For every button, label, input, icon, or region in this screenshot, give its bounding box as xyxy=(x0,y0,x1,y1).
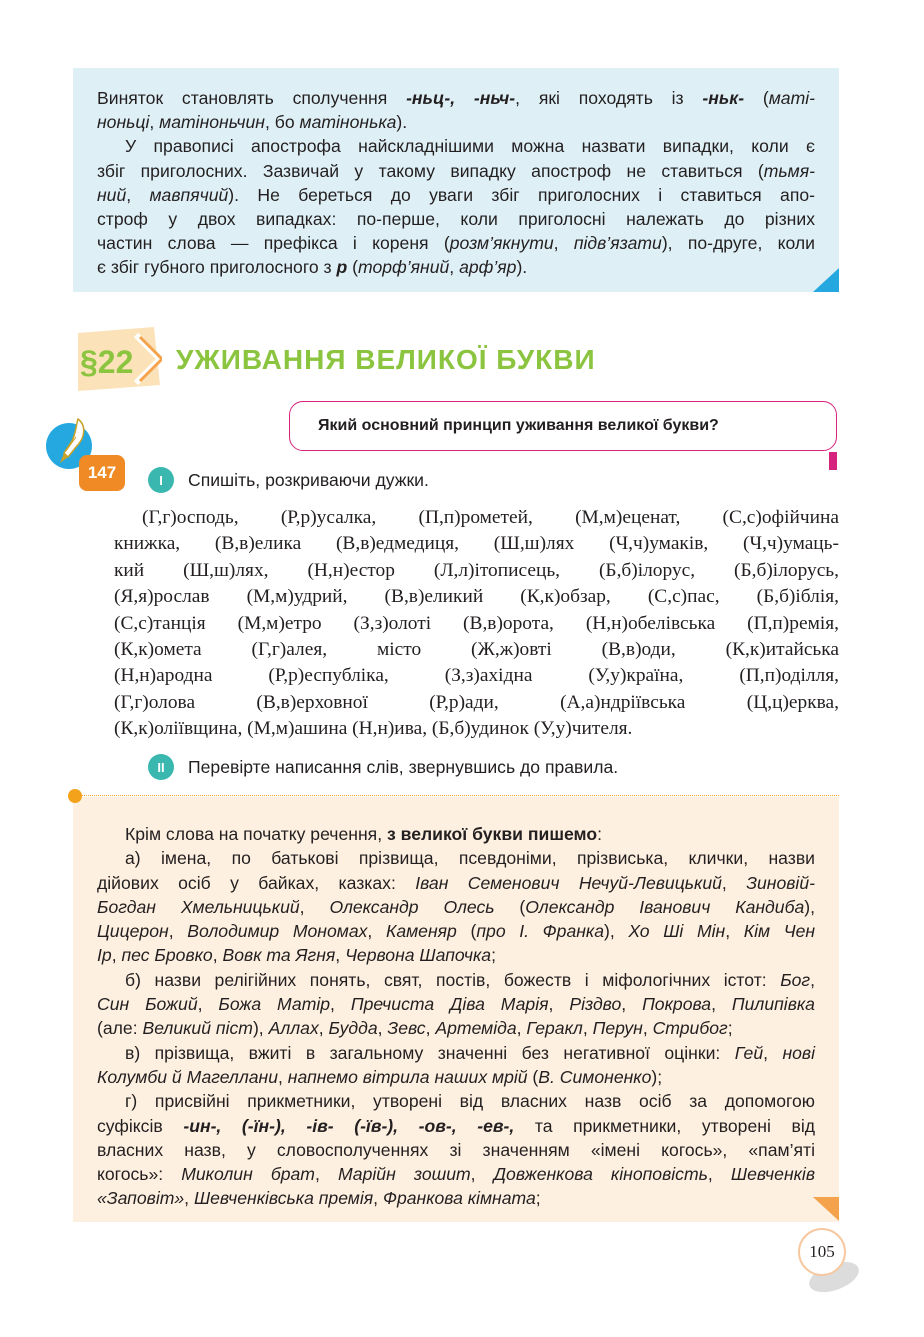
text-run: Зиновій- xyxy=(746,872,815,893)
text-run: , xyxy=(621,994,643,1015)
rule-line xyxy=(97,1016,815,1040)
text-run: Довженкова кіноповість xyxy=(493,1164,708,1185)
text-run: , xyxy=(149,112,160,133)
text-run: Червона Шапочка xyxy=(345,945,492,966)
text-run: , xyxy=(299,896,330,917)
text-run: г) присвійні прикметники, утворені від власних назв осіб за допомогою xyxy=(125,1091,815,1112)
page-number-badge xyxy=(790,1228,862,1304)
task-step-1 xyxy=(148,467,429,493)
text-run: Олександр Олесь xyxy=(329,896,495,917)
text-run: Цицерон xyxy=(97,921,169,942)
rule-line xyxy=(97,822,815,846)
text-run: , xyxy=(810,969,815,990)
text-run: Аллах xyxy=(268,1018,319,1039)
text-run: ). Не береться до уваги збіг приголосних і ставиться апо- xyxy=(228,184,816,205)
text-run: -ин-, (-їн-), -ів- (-їв-), -ов-, -ев-, xyxy=(183,1115,515,1136)
text-run: Стрибог xyxy=(652,1018,728,1039)
text-run: в) прізвища, вжиті в загальному значенні без негативної оцінки: xyxy=(125,1042,735,1063)
text-run: ( xyxy=(494,896,526,917)
text-run: дійових осіб у байках, казках: xyxy=(97,872,416,893)
rule-line xyxy=(97,1138,815,1162)
exercise-line: (Я,я)рослав (М,м)удрий, (В,в)еликий (К,к)обзар, (С,с)пас, (Б,б)іблія, xyxy=(114,586,839,608)
exercise-line: кий (Ш,ш)лях, (Н,н)естор (Л,л)ітописець, (Б,б)ілорус, (Б,б)ілорусь, xyxy=(114,559,839,581)
text-run: Вовк та Ягня xyxy=(222,945,336,966)
text-run: ), xyxy=(252,1018,269,1039)
exercise-text xyxy=(114,505,839,743)
rule-text xyxy=(97,822,815,1211)
note-line xyxy=(97,86,815,110)
text-run: а) імена, по батькові прізвища, псевдоніми, прізвиська, клички, назви xyxy=(125,848,815,869)
text-run: Володимир Мономах xyxy=(187,921,368,942)
text-run: ; xyxy=(727,1018,733,1039)
rule-line xyxy=(97,1162,815,1186)
text-run: Пречиста Діва Марія xyxy=(350,994,549,1015)
rule-line xyxy=(97,943,815,967)
text-run: ). xyxy=(396,112,408,133)
text-run: Колумби й Магеллани xyxy=(97,1066,279,1087)
note-line xyxy=(97,231,815,255)
rule-line xyxy=(97,992,815,1016)
text-run: ; xyxy=(491,945,496,966)
text-run: Хо Ші Мін xyxy=(628,921,726,942)
note-line xyxy=(97,110,815,134)
text-run: , xyxy=(721,872,747,893)
text-run: Артеміда xyxy=(435,1018,517,1039)
text-run: Пилипівка xyxy=(731,994,815,1015)
text-run: Виняток становлять сполучення xyxy=(97,88,407,108)
text-run: В. Симоненко xyxy=(538,1066,652,1087)
text-run: , бо xyxy=(264,112,300,133)
rule-line xyxy=(97,1065,815,1089)
text-run: Франкова кімната xyxy=(382,1188,536,1209)
note-corner-marker xyxy=(813,268,839,292)
text-run: напнемо вітрила наших мрій xyxy=(287,1066,528,1087)
text-run: «Заповіт» xyxy=(97,1188,185,1209)
text-run: ), по-друге, коли xyxy=(661,233,816,254)
text-run: , xyxy=(553,233,574,254)
rule-box-top-marker xyxy=(68,789,839,803)
text-run: когось»: xyxy=(97,1164,182,1185)
text-run: , xyxy=(212,945,223,966)
text-run: суфіксів xyxy=(97,1115,184,1136)
text-run: з великої букви пишемо xyxy=(386,824,598,844)
text-run: , xyxy=(318,1018,329,1039)
text-run: збіг приголосних. Зазвичай у такому випадку апостроф не ставиться ( xyxy=(97,160,764,181)
rule-line xyxy=(97,846,815,870)
text-run: , xyxy=(168,921,188,942)
text-run: Ір xyxy=(97,945,112,966)
text-run: , xyxy=(373,1188,383,1209)
text-run: Іван Семенович Нечуй-Левицький xyxy=(415,872,722,893)
page-number: 105 xyxy=(798,1228,846,1276)
rule-line xyxy=(97,1089,815,1113)
text-run: підв’язати xyxy=(573,233,662,254)
text-run: У правописі апострофа найскладнішими можна назвати випадки, коли є xyxy=(125,136,815,157)
step-1-marker: I xyxy=(148,467,174,493)
exercise-line: (Г,г)осподь, (Р,р)усалка, (П,п)рометей, (М,м)еценат, (С,с)офійчина xyxy=(142,507,839,528)
text-run: ноньці xyxy=(97,112,150,133)
text-run: Богдан Хмельницький xyxy=(97,896,300,917)
text-run: ний xyxy=(97,184,127,205)
step-2-marker: II xyxy=(148,754,174,780)
exercise-line: (К,к)оліївщина, (М,м)ашина (Н,н)ива, (Б,б)удинок (У,у)чителя. xyxy=(114,718,633,740)
rule-line xyxy=(97,919,815,943)
text-run: , xyxy=(470,1164,494,1185)
note-line xyxy=(97,159,815,183)
text-run: , xyxy=(548,994,570,1015)
exercise-line: (К,к)омета (Г,г)алея, місто (Ж,ж)овті (В,в)оди, (К,к)итайська xyxy=(114,639,839,661)
rule-corner-marker xyxy=(813,1197,839,1221)
key-question-box xyxy=(289,401,837,451)
note-box xyxy=(73,68,839,292)
exercise-line: (Н,н)ародна (Р,р)еспубліка, (З,з)ахідна (У,у)країна, (П,п)оділля, xyxy=(114,665,839,687)
step-1-text: Спишіть, розкриваючи дужки. xyxy=(188,469,429,490)
text-run: , xyxy=(111,945,122,966)
text-run: , xyxy=(725,921,744,942)
exercise-line: (С,с)танція (М,м)етро (З,з)олоті (В,в)орота, (Н,н)обелівська (П,п)ремія, xyxy=(114,612,839,634)
rule-line xyxy=(97,1114,815,1138)
text-run: про І. Франка xyxy=(476,921,605,942)
text-run: , xyxy=(278,1066,288,1087)
rule-line xyxy=(97,968,815,992)
text-run: тьмя- xyxy=(763,160,815,181)
text-run: є збіг губного приголосного з xyxy=(97,257,337,278)
text-run: , xyxy=(707,1164,731,1185)
text-run: , xyxy=(763,1042,783,1063)
rule-line xyxy=(97,895,815,919)
step-2-text: Перевірте написання слів, звернувшись до правила. xyxy=(188,756,619,777)
exercise-number: 147 xyxy=(79,455,125,491)
text-run: Покрова xyxy=(642,994,712,1015)
section-title: УЖИВАННЯ ВЕЛИКОЇ БУКВИ xyxy=(176,344,596,375)
text-run: ). xyxy=(516,257,528,278)
text-run: , xyxy=(330,994,351,1015)
question-corner-marker xyxy=(829,452,837,470)
text-run: , xyxy=(516,1018,527,1039)
text-run: ), xyxy=(804,896,815,917)
text-run: мавпячий xyxy=(149,184,229,205)
text-run: Миколин брат xyxy=(181,1164,315,1185)
note-line xyxy=(97,207,815,231)
text-run: Шевченків xyxy=(730,1164,816,1185)
text-run: , xyxy=(377,1018,388,1039)
text-run: р xyxy=(336,257,348,278)
text-run: , xyxy=(425,1018,436,1039)
rule-box xyxy=(73,797,839,1222)
text-run: торф’яний xyxy=(358,257,450,278)
text-run: Крім слова на початку речення, xyxy=(125,824,387,844)
text-run: розм’якнути xyxy=(449,233,554,254)
text-run: , xyxy=(335,945,346,966)
section-badge xyxy=(74,325,162,393)
rule-line xyxy=(97,1041,815,1065)
text-run: ( xyxy=(347,257,358,278)
text-run: ), xyxy=(604,921,629,942)
text-run: Син Божий xyxy=(97,994,198,1015)
text-run: , xyxy=(197,994,219,1015)
section-number: §22 xyxy=(80,344,134,380)
text-run: Геракл xyxy=(526,1018,583,1039)
text-run: Великий піст xyxy=(142,1018,253,1039)
text-run: пес Бровко xyxy=(121,945,213,966)
note-line xyxy=(97,134,815,158)
text-run: Перун xyxy=(592,1018,643,1039)
text-run: -ньк- xyxy=(702,88,745,108)
text-run: Бог xyxy=(780,969,811,990)
text-run: Марійн зошит xyxy=(337,1164,471,1185)
text-run: частин слова — префікса і кореня ( xyxy=(97,233,450,254)
text-run: , які походять із xyxy=(515,88,703,108)
text-run: матіноньчин xyxy=(159,112,265,133)
text-run: б) назви релігійних понять, свят, постів, божеств і міфологічних істот: xyxy=(125,969,781,990)
text-run: Олександр Іванович Кандиба xyxy=(525,896,805,917)
text-run: Божа Матір xyxy=(218,994,331,1015)
text-run: , xyxy=(126,184,150,205)
text-run: строф у двох випадках: по-перше, коли приголосні належать до різних xyxy=(97,209,815,230)
text-run: маті- xyxy=(768,88,816,108)
text-run: , xyxy=(582,1018,593,1039)
text-run: Каменяр xyxy=(385,921,457,942)
rule-line xyxy=(97,871,815,895)
text-run: нові xyxy=(782,1042,815,1063)
exercise-line: книжка, (В,в)елика (В,в)едмедиця, (Ш,ш)лях (Ч,ч)умаків, (Ч,ч)умаць- xyxy=(114,533,839,555)
text-run: : xyxy=(597,824,602,844)
dotted-divider xyxy=(82,795,839,796)
rule-line xyxy=(97,1186,815,1210)
text-run: та прикметники, утворені від xyxy=(514,1115,815,1136)
text-run: ( xyxy=(527,1066,539,1087)
key-question-text: Який основний принцип уживання великої букви? xyxy=(318,417,719,434)
text-run: Різдво xyxy=(569,994,622,1015)
text-run: власних назв, у словосполученнях зі значенням «імені когось», «пам’яті xyxy=(97,1139,815,1160)
text-run: ; xyxy=(535,1188,541,1209)
text-run: , xyxy=(449,257,460,278)
text-run: , xyxy=(367,921,386,942)
text-run: , xyxy=(314,1164,338,1185)
text-run: Шевченківська премія xyxy=(193,1188,374,1209)
text-run: -ньц-, -ньч- xyxy=(406,88,516,108)
text-run: арф’яр xyxy=(459,257,517,278)
note-text xyxy=(97,86,815,280)
text-run: матінонька xyxy=(299,112,397,133)
text-run: ); xyxy=(651,1066,663,1087)
exercise-line: (Г,г)олова (В,в)ерховної (Р,р)ади, (А,а)ндріївська (Ц,ц)ерква, xyxy=(114,691,839,713)
text-run: ( xyxy=(456,921,477,942)
text-run: Кім Чен xyxy=(743,921,816,942)
note-line xyxy=(97,183,815,207)
text-run: Гей xyxy=(734,1042,764,1063)
text-run: , xyxy=(711,994,732,1015)
text-run: , xyxy=(184,1188,194,1209)
orange-dot xyxy=(68,789,82,803)
note-line xyxy=(97,255,815,279)
text-run: (але: xyxy=(97,1018,143,1039)
text-run: Зевс xyxy=(387,1018,426,1039)
text-run: , xyxy=(642,1018,653,1039)
text-run: ( xyxy=(744,88,769,108)
task-step-2 xyxy=(148,754,618,780)
text-run: Будда xyxy=(328,1018,378,1039)
